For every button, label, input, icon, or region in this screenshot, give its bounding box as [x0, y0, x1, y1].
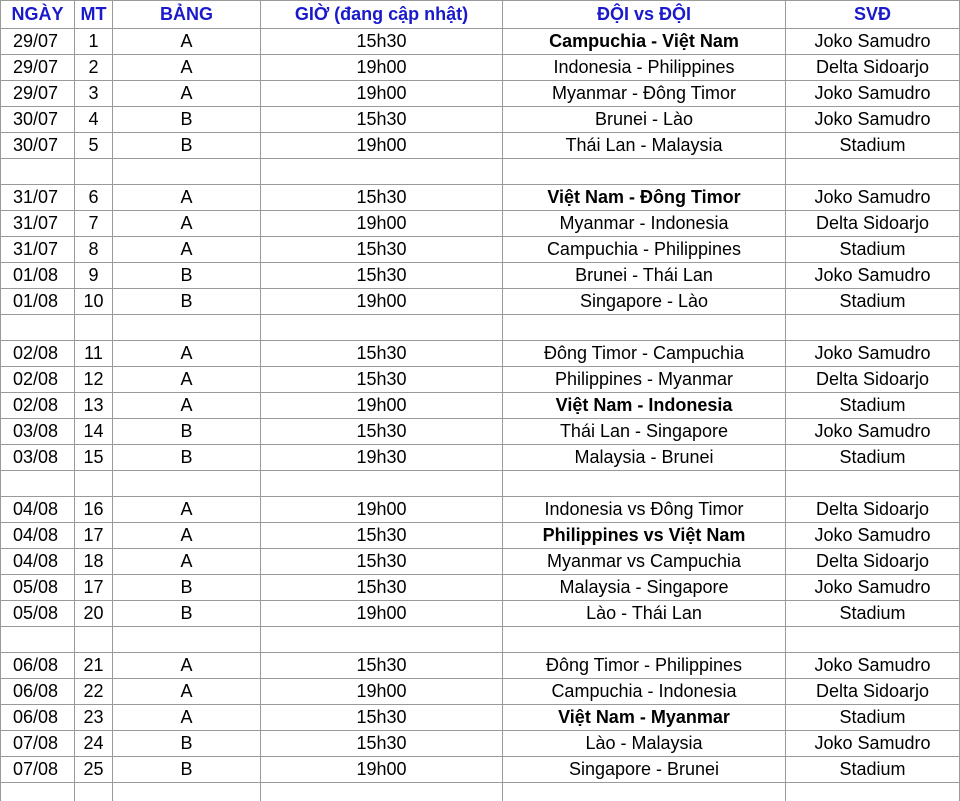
- match-time: 19h00: [261, 81, 503, 107]
- table-row: [1, 731, 960, 757]
- match-venue: Joko Samudro: [786, 81, 960, 107]
- empty-cell: [503, 627, 786, 653]
- match-time: 19h00: [261, 133, 503, 159]
- match-group: A: [113, 523, 261, 549]
- match-venue: Joko Samudro: [786, 731, 960, 757]
- empty-cell: [261, 627, 503, 653]
- empty-cell: [113, 159, 261, 185]
- table-row: [1, 263, 960, 289]
- match-teams: Campuchia - Indonesia: [503, 679, 786, 705]
- spacer-row: [1, 315, 960, 341]
- match-venue: Delta Sidoarjo: [786, 497, 960, 523]
- match-teams: Campuchia - Philippines: [503, 237, 786, 263]
- match-time: 15h30: [261, 523, 503, 549]
- match-number: 8: [75, 237, 113, 263]
- match-time: 15h30: [261, 263, 503, 289]
- table-row: [1, 419, 960, 445]
- match-date: 06/08: [1, 653, 75, 679]
- match-time: 19h00: [261, 497, 503, 523]
- match-time: 15h30: [261, 575, 503, 601]
- match-venue: Joko Samudro: [786, 185, 960, 211]
- table-row: [1, 367, 960, 393]
- match-group: A: [113, 497, 261, 523]
- match-number: 7: [75, 211, 113, 237]
- match-date: 31/07: [1, 211, 75, 237]
- empty-cell: [261, 471, 503, 497]
- table-row: [1, 679, 960, 705]
- empty-cell: [503, 471, 786, 497]
- empty-cell: [1, 159, 75, 185]
- empty-cell: [113, 783, 261, 801]
- empty-cell: [261, 315, 503, 341]
- match-date: 01/08: [1, 263, 75, 289]
- match-teams: Campuchia - Việt Nam: [503, 29, 786, 55]
- spacer-row: [1, 471, 960, 497]
- empty-cell: [503, 315, 786, 341]
- match-date: 29/07: [1, 55, 75, 81]
- match-teams: Lào - Thái Lan: [503, 601, 786, 627]
- empty-cell: [786, 471, 960, 497]
- match-number: 21: [75, 653, 113, 679]
- match-group: B: [113, 289, 261, 315]
- empty-cell: [503, 159, 786, 185]
- match-group: A: [113, 367, 261, 393]
- table-row: [1, 211, 960, 237]
- match-venue: Delta Sidoarjo: [786, 679, 960, 705]
- match-group: B: [113, 263, 261, 289]
- header-teams: ĐỘI vs ĐỘI: [503, 1, 786, 29]
- match-venue: Stadium: [786, 445, 960, 471]
- empty-cell: [503, 783, 786, 801]
- match-group: A: [113, 341, 261, 367]
- match-teams: Đông Timor - Campuchia: [503, 341, 786, 367]
- match-venue: Joko Samudro: [786, 419, 960, 445]
- empty-cell: [113, 471, 261, 497]
- match-time: 19h00: [261, 211, 503, 237]
- match-number: 17: [75, 575, 113, 601]
- empty-cell: [1, 315, 75, 341]
- match-group: A: [113, 679, 261, 705]
- match-group: A: [113, 185, 261, 211]
- match-venue: Stadium: [786, 757, 960, 783]
- match-venue: Delta Sidoarjo: [786, 55, 960, 81]
- match-group: A: [113, 237, 261, 263]
- match-group: A: [113, 29, 261, 55]
- match-date: 02/08: [1, 341, 75, 367]
- empty-cell: [75, 627, 113, 653]
- match-teams: Việt Nam - Indonesia: [503, 393, 786, 419]
- empty-cell: [786, 783, 960, 801]
- match-date: 07/08: [1, 757, 75, 783]
- match-time: 15h30: [261, 705, 503, 731]
- match-date: 05/08: [1, 601, 75, 627]
- match-teams: Philippines - Myanmar: [503, 367, 786, 393]
- match-number: 10: [75, 289, 113, 315]
- table-row: [1, 445, 960, 471]
- header-venue: SVĐ: [786, 1, 960, 29]
- match-teams: Myanmar - Indonesia: [503, 211, 786, 237]
- match-group: B: [113, 133, 261, 159]
- match-date: 30/07: [1, 107, 75, 133]
- match-number: 12: [75, 367, 113, 393]
- empty-cell: [75, 315, 113, 341]
- match-number: 1: [75, 29, 113, 55]
- match-date: 29/07: [1, 81, 75, 107]
- table-row: [1, 133, 960, 159]
- match-time: 15h30: [261, 549, 503, 575]
- match-time: 15h30: [261, 107, 503, 133]
- match-teams: Lào - Malaysia: [503, 731, 786, 757]
- match-teams: Philippines vs Việt Nam: [503, 523, 786, 549]
- match-group: A: [113, 653, 261, 679]
- match-number: 25: [75, 757, 113, 783]
- match-group: A: [113, 211, 261, 237]
- match-number: 17: [75, 523, 113, 549]
- spacer-row: [1, 783, 960, 801]
- match-date: 02/08: [1, 393, 75, 419]
- match-venue: Stadium: [786, 133, 960, 159]
- empty-cell: [261, 159, 503, 185]
- table-row: [1, 341, 960, 367]
- match-date: 31/07: [1, 237, 75, 263]
- match-group: A: [113, 549, 261, 575]
- match-venue: Joko Samudro: [786, 263, 960, 289]
- match-group: A: [113, 81, 261, 107]
- header-group: BẢNG: [113, 1, 261, 29]
- match-time: 15h30: [261, 653, 503, 679]
- table-row: [1, 289, 960, 315]
- table-row: [1, 185, 960, 211]
- match-time: 19h00: [261, 601, 503, 627]
- match-number: 2: [75, 55, 113, 81]
- match-group: B: [113, 419, 261, 445]
- match-teams: Đông Timor - Philippines: [503, 653, 786, 679]
- match-date: 04/08: [1, 497, 75, 523]
- match-teams: Việt Nam - Myanmar: [503, 705, 786, 731]
- match-date: 29/07: [1, 29, 75, 55]
- empty-cell: [75, 471, 113, 497]
- empty-cell: [786, 159, 960, 185]
- match-venue: Joko Samudro: [786, 29, 960, 55]
- match-time: 15h30: [261, 419, 503, 445]
- match-date: 04/08: [1, 549, 75, 575]
- table-row: [1, 653, 960, 679]
- match-teams: Việt Nam - Đông Timor: [503, 185, 786, 211]
- match-time: 15h30: [261, 367, 503, 393]
- match-number: 9: [75, 263, 113, 289]
- match-date: 01/08: [1, 289, 75, 315]
- match-venue: Delta Sidoarjo: [786, 367, 960, 393]
- empty-cell: [261, 783, 503, 801]
- match-number: 22: [75, 679, 113, 705]
- match-venue: Joko Samudro: [786, 523, 960, 549]
- match-time: 15h30: [261, 29, 503, 55]
- match-venue: Stadium: [786, 393, 960, 419]
- empty-cell: [113, 315, 261, 341]
- match-date: 06/08: [1, 705, 75, 731]
- match-group: B: [113, 731, 261, 757]
- match-venue: Joko Samudro: [786, 653, 960, 679]
- match-venue: Joko Samudro: [786, 575, 960, 601]
- match-date: 06/08: [1, 679, 75, 705]
- match-venue: Delta Sidoarjo: [786, 549, 960, 575]
- match-venue: Stadium: [786, 237, 960, 263]
- table-row: [1, 237, 960, 263]
- match-group: A: [113, 705, 261, 731]
- match-number: 13: [75, 393, 113, 419]
- match-teams: Singapore - Lào: [503, 289, 786, 315]
- empty-cell: [786, 315, 960, 341]
- table-row: [1, 107, 960, 133]
- match-time: 15h30: [261, 731, 503, 757]
- table-row: [1, 29, 960, 55]
- empty-cell: [1, 627, 75, 653]
- table-row: [1, 757, 960, 783]
- match-venue: Stadium: [786, 289, 960, 315]
- match-teams: Malaysia - Singapore: [503, 575, 786, 601]
- match-date: 03/08: [1, 419, 75, 445]
- table-row: [1, 393, 960, 419]
- match-time: 19h00: [261, 393, 503, 419]
- match-number: 14: [75, 419, 113, 445]
- match-number: 16: [75, 497, 113, 523]
- match-teams: Thái Lan - Malaysia: [503, 133, 786, 159]
- match-group: B: [113, 575, 261, 601]
- match-number: 11: [75, 341, 113, 367]
- match-teams: Indonesia vs Đông Timor: [503, 497, 786, 523]
- match-time: 15h30: [261, 341, 503, 367]
- match-number: 4: [75, 107, 113, 133]
- match-group: B: [113, 107, 261, 133]
- match-teams: Myanmar - Đông Timor: [503, 81, 786, 107]
- match-number: 3: [75, 81, 113, 107]
- match-number: 18: [75, 549, 113, 575]
- match-teams: Indonesia - Philippines: [503, 55, 786, 81]
- match-time: 15h30: [261, 237, 503, 263]
- match-number: 20: [75, 601, 113, 627]
- table-row: [1, 705, 960, 731]
- schedule-body: [1, 29, 960, 801]
- spacer-row: [1, 627, 960, 653]
- match-time: 19h00: [261, 679, 503, 705]
- match-date: 30/07: [1, 133, 75, 159]
- match-date: 31/07: [1, 185, 75, 211]
- match-teams: Brunei - Thái Lan: [503, 263, 786, 289]
- table-row: [1, 81, 960, 107]
- match-teams: Thái Lan - Singapore: [503, 419, 786, 445]
- match-venue: Joko Samudro: [786, 107, 960, 133]
- match-date: 04/08: [1, 523, 75, 549]
- match-teams: Myanmar vs Campuchia: [503, 549, 786, 575]
- match-venue: Stadium: [786, 705, 960, 731]
- match-number: 6: [75, 185, 113, 211]
- match-venue: Joko Samudro: [786, 341, 960, 367]
- match-group: B: [113, 601, 261, 627]
- match-time: 19h00: [261, 289, 503, 315]
- match-group: A: [113, 393, 261, 419]
- header-time: GIỜ (đang cập nhật): [261, 1, 503, 29]
- empty-cell: [1, 783, 75, 801]
- match-venue: Stadium: [786, 601, 960, 627]
- empty-cell: [75, 159, 113, 185]
- empty-cell: [1, 471, 75, 497]
- match-time: 19h30: [261, 445, 503, 471]
- match-time: 19h00: [261, 757, 503, 783]
- spacer-row: [1, 159, 960, 185]
- empty-cell: [113, 627, 261, 653]
- empty-cell: [786, 627, 960, 653]
- match-group: A: [113, 55, 261, 81]
- table-row: [1, 575, 960, 601]
- match-date: 05/08: [1, 575, 75, 601]
- match-time: 19h00: [261, 55, 503, 81]
- match-teams: Singapore - Brunei: [503, 757, 786, 783]
- match-group: B: [113, 445, 261, 471]
- match-teams: Malaysia - Brunei: [503, 445, 786, 471]
- header-match-number: MT: [75, 1, 113, 29]
- table-row: [1, 523, 960, 549]
- match-number: 5: [75, 133, 113, 159]
- match-time: 15h30: [261, 185, 503, 211]
- header-row: [1, 1, 960, 29]
- empty-cell: [75, 783, 113, 801]
- match-group: B: [113, 757, 261, 783]
- match-date: 02/08: [1, 367, 75, 393]
- match-number: 15: [75, 445, 113, 471]
- match-venue: Delta Sidoarjo: [786, 211, 960, 237]
- match-number: 24: [75, 731, 113, 757]
- match-number: 23: [75, 705, 113, 731]
- match-teams: Brunei - Lào: [503, 107, 786, 133]
- match-date: 07/08: [1, 731, 75, 757]
- table-row: [1, 497, 960, 523]
- table-row: [1, 549, 960, 575]
- match-date: 03/08: [1, 445, 75, 471]
- table-row: [1, 601, 960, 627]
- table-row: [1, 55, 960, 81]
- header-date: NGÀY: [1, 1, 75, 29]
